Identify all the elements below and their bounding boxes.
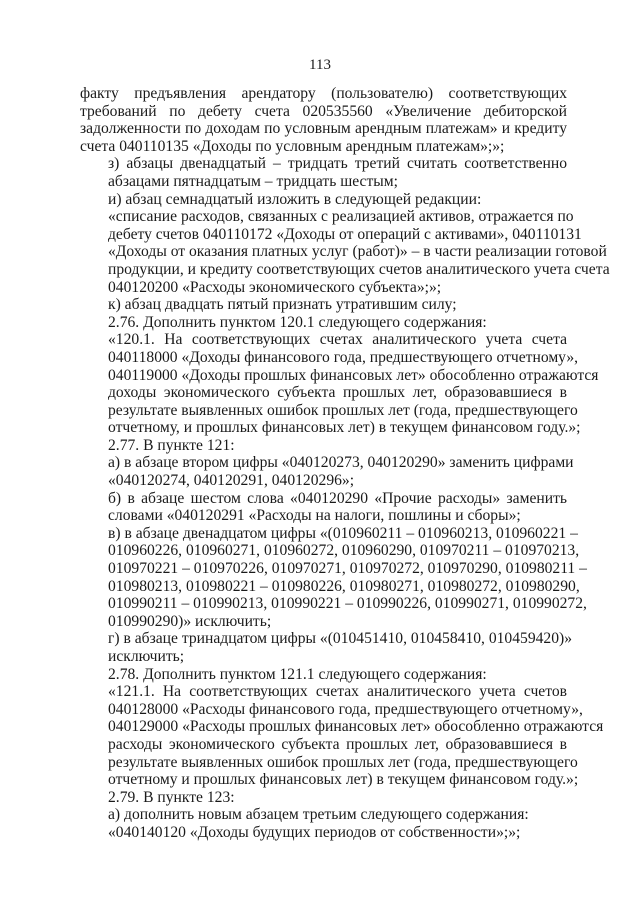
paragraph — [80, 314, 567, 332]
text-line: 040129000 «Расходы прошлых финансовых лет» обособленно отражаются — [108, 718, 604, 736]
paragraph — [80, 296, 567, 314]
paragraph — [80, 824, 567, 842]
paragraph — [80, 789, 567, 807]
text-line: «040140120 «Доходы будущих периодов от собственности»;»; — [108, 823, 521, 841]
text-line: б) в абзаце шестом слова «040120290 «Прочие расходы» заменить — [108, 489, 567, 507]
text-line: расходы экономического субъекта прошлых лет, образовавшиеся в — [108, 735, 567, 753]
text-line: результате выявленных ошибок прошлых лет (года, предшествующего — [108, 753, 578, 771]
text-line: 010990290)» исключить; — [108, 612, 272, 630]
text-line: 2.79. В пункте 123: — [108, 788, 235, 806]
paragraph — [80, 806, 567, 824]
text-line: з) абзацы двенадцатый – тридцать третий считать соответственно — [108, 155, 567, 173]
text-line: а) дополнить новым абзацем третьим следующего содержания: — [108, 806, 529, 824]
text-line: а) в абзаце втором цифры «040120273, 040120290» заменить цифрами — [108, 454, 574, 472]
text-line: г) в абзаце тринадцатом цифры «(010451410, 010458410, 010459420)» — [108, 630, 572, 648]
text-line: требований по дебету счета 020535560 «Увеличение дебиторской — [80, 102, 567, 120]
text-line: задолженности по доходам по условным арендным платежам» и кредиту — [80, 120, 567, 138]
text-line: 040120200 «Расходы экономического субъекта»;»; — [108, 278, 442, 296]
paragraph — [80, 524, 587, 631]
paragraph — [80, 437, 567, 455]
text-line: 010970221 – 010970226, 010970271, 010970272, 010970290, 010980211 – — [108, 560, 587, 578]
paragraph — [80, 683, 604, 789]
paragraph — [80, 191, 567, 209]
text-line: «121.1. На соответствующих счетах аналитического учета счетов — [108, 683, 567, 701]
text-line: счета 040110135 «Доходы по условным арендным платежам»;»; — [80, 137, 505, 155]
text-line: и) абзац семнадцатый изложить в следующей редакции: — [108, 190, 482, 208]
text-line: «Доходы от оказания платных услуг (работ)» – в части реализации готовой — [108, 243, 607, 261]
text-line: «списание расходов, связанных с реализацией активов, отражается по — [108, 208, 574, 226]
text-line: 010960226, 010960271, 010960272, 010960290, 010970211 – 010970213, — [108, 542, 580, 560]
text-line: абзацами пятнадцатым – тридцать шестым; — [108, 172, 398, 190]
text-line: 2.77. В пункте 121: — [108, 436, 235, 454]
text-line: в) в абзаце двенадцатом цифры «(010960211 – 010960213, 010960221 – — [108, 524, 578, 542]
paragraph — [80, 630, 572, 665]
text-line: словами «040120291 «Расходы на налоги, пошлины и сборы»; — [108, 507, 521, 525]
text-line: 2.76. Дополнить пунктом 120.1 следующего содержания: — [108, 313, 487, 331]
text-line: «120.1. На соответствующих счетах аналитического учета счета — [108, 331, 567, 349]
text-line: исключить; — [108, 648, 185, 665]
text-line: 2.78. Дополнить пунктом 121.1 следующего содержания: — [108, 665, 487, 683]
text-line: 010990211 – 010990213, 010990221 – 010990226, 010990271, 010990272, — [108, 595, 587, 613]
text-line: результате выявленных ошибок прошлых лет (года, предшествующего — [108, 401, 578, 419]
text-line: отчетному, и прошлых финансовых лет) в текущем финансовом году.»; — [108, 419, 581, 437]
text-line: 040128000 «Расходы финансового года, предшествующего отчетному», — [108, 700, 583, 718]
paragraph — [80, 454, 574, 490]
text-line: дебету счетов 040110172 «Доходы от операций с активами», 040110131 — [108, 225, 582, 243]
text-line: доходы экономического субъекта прошлых лет, образовавшиеся в — [108, 384, 567, 402]
text-line: продукции, и кредиту соответствующих счетов аналитического учета счета — [108, 260, 610, 278]
paragraph — [80, 85, 567, 155]
document-body — [80, 85, 610, 842]
paragraph — [80, 155, 567, 190]
text-line: факту предъявления арендатору (пользователю) соответствующих — [80, 85, 567, 102]
text-line: «040120274, 040120291, 040120296»; — [108, 472, 355, 490]
text-line: отчетному и прошлых финансовых лет) в текущем финансовом году.»; — [108, 771, 579, 789]
page-number: 113 — [309, 57, 331, 73]
text-line: 040118000 «Доходы финансового года, предшествующего отчетному», — [108, 348, 579, 366]
paragraph — [80, 666, 567, 684]
paragraph — [80, 331, 599, 437]
text-line: к) абзац двадцать пятый признать утратившим силу; — [108, 296, 457, 314]
text-line: 010980213, 010980221 – 010980226, 010980271, 010980272, 010980290, — [108, 577, 580, 595]
text-line: 040119000 «Доходы прошлых финансовых лет» обособленно отражаются — [108, 366, 599, 384]
paragraph — [80, 208, 610, 296]
paragraph — [80, 490, 567, 525]
